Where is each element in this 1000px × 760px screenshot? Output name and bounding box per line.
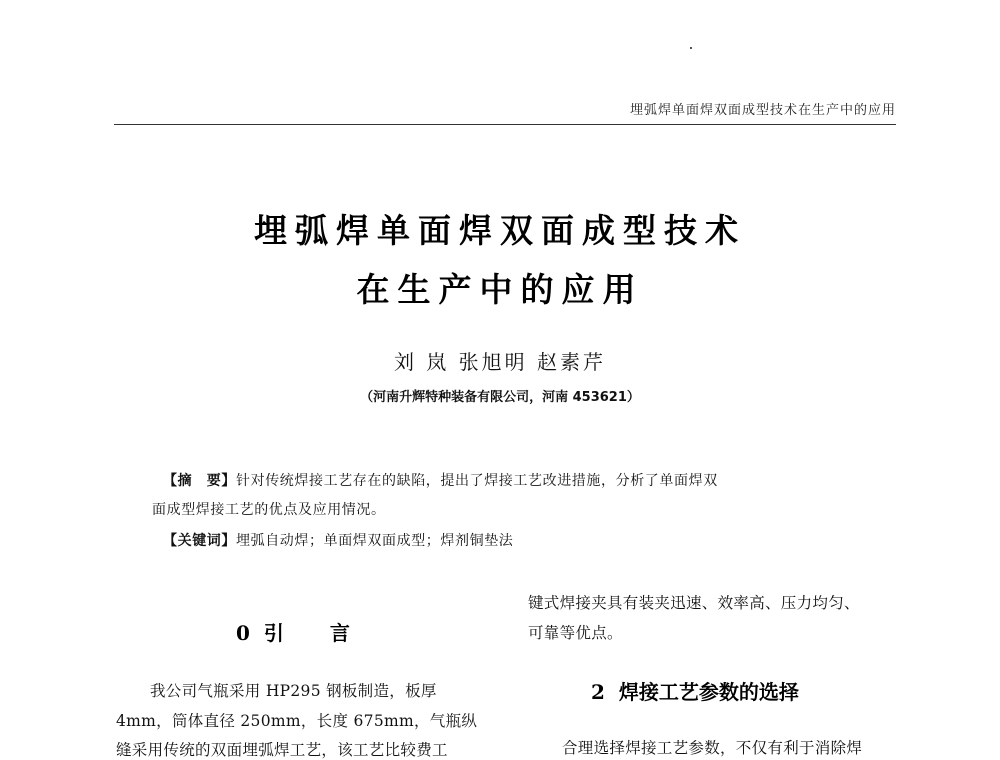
section-number: 2 — [591, 680, 605, 704]
abstract-line-2: 面成型焊接工艺的优点及应用情况。 — [152, 502, 386, 518]
abstract-line-1 — [163, 470, 718, 490]
body-line: 合理选择焊接工艺参数，不仅有利于消除焊 — [562, 739, 863, 757]
body-line: 缝采用传统的双面埋弧焊工艺，该工艺比较费工 — [116, 741, 448, 759]
section-heading-intro — [236, 617, 352, 646]
speck-mark — [690, 47, 692, 49]
keywords-label: 【关键词】 — [163, 533, 236, 549]
section-word-1: 引 — [263, 621, 286, 645]
header-rule — [114, 124, 896, 125]
section-number: 0 — [236, 621, 252, 645]
authors: 刘 岚 张旭明 赵素芹 — [393, 350, 607, 374]
title-line-1: 埋弧焊单面焊双面成型技术 — [254, 211, 746, 250]
keywords-line — [163, 530, 513, 550]
abstract-text-1: 针对传统焊接工艺存在的缺陷，提出了焊接工艺改进措施，分析了单面焊双 — [236, 473, 718, 489]
body-line: 可靠等优点。 — [528, 624, 623, 642]
title-line-2: 在生产中的应用 — [356, 270, 644, 309]
section-title: 焊接工艺参数的选择 — [618, 680, 799, 704]
section-word-2: 言 — [329, 621, 352, 645]
body-line: 键式焊接夹具有装夹迅速、效率高、压力均匀、 — [528, 594, 860, 612]
section-heading-2 — [591, 676, 799, 705]
affiliation: （河南升辉特种装备有限公司，河南 453621） — [360, 390, 640, 405]
body-line: 4mm，筒体直径 250mm，长度 675mm，气瓶纵 — [116, 712, 478, 730]
abstract-label: 【摘 要】 — [163, 473, 236, 489]
running-head: 埋弧焊单面焊双面成型技术在生产中的应用 — [629, 103, 896, 118]
keywords-text: 埋弧自动焊；单面焊双面成型；焊剂铜垫法 — [236, 533, 514, 549]
body-line: 我公司气瓶采用 HP295 钢板制造，板厚 — [150, 682, 437, 700]
